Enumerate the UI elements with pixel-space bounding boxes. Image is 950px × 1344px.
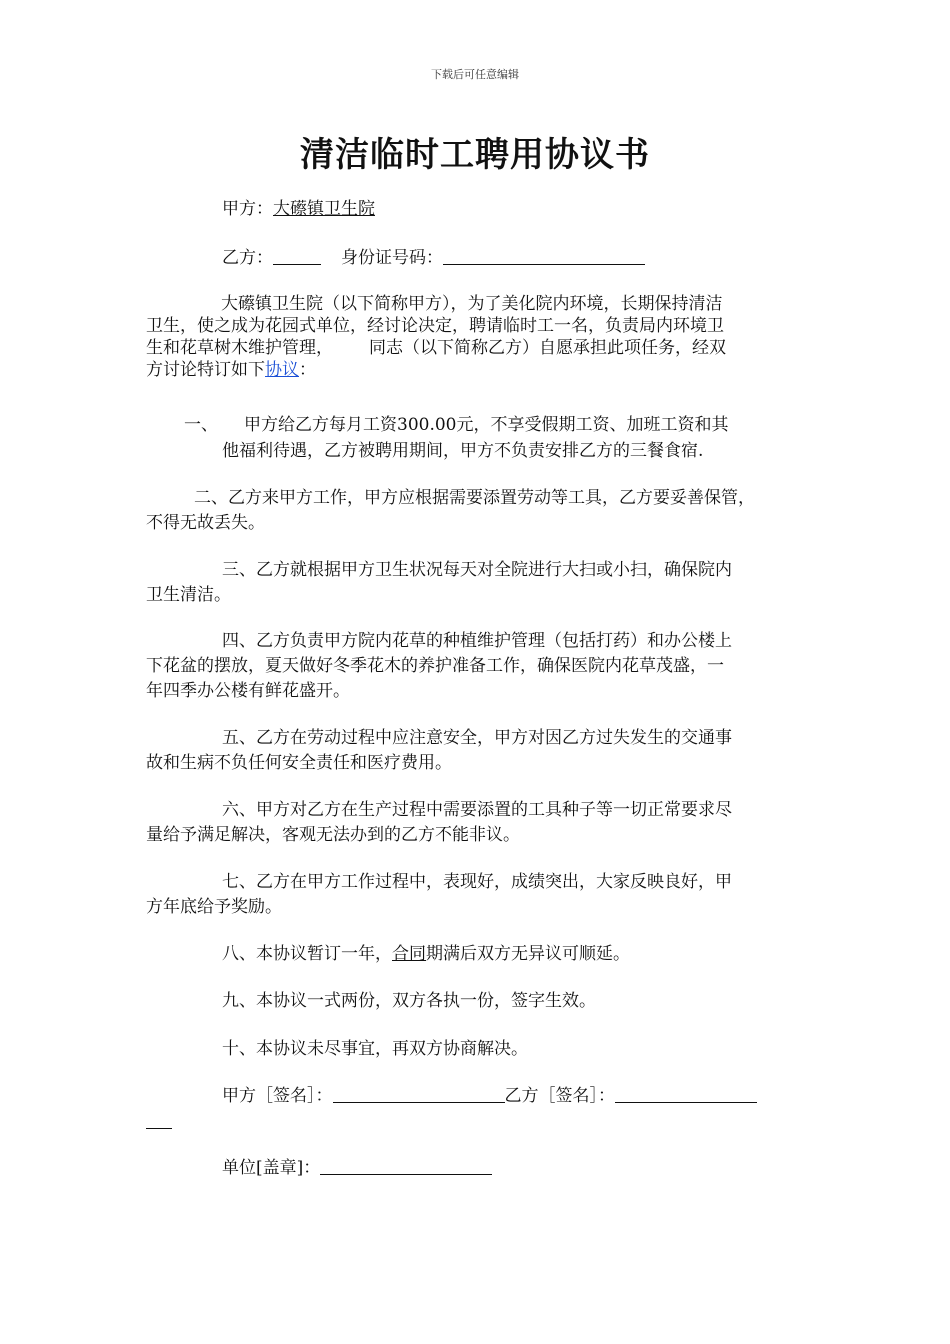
- agreement-link[interactable]: 协议: [265, 360, 299, 380]
- clause-4-line-3: 年四季办公楼有鲜花盛开。: [146, 681, 350, 701]
- intro-line-3b: 同志（以下简称乙方）自愿承担此项任务，经双: [369, 338, 726, 358]
- intro-line-4a: 方讨论特订如下: [146, 360, 265, 380]
- clause-1: [184, 414, 728, 436]
- intro-line-3a: 生和花草树木维护管理，: [146, 338, 333, 358]
- clause-2-line-1: 二、乙方来甲方工作，甲方应根据需要添置劳动等工具，乙方要妥善保管，: [194, 488, 755, 508]
- party-b-name-blank[interactable]: [273, 248, 321, 265]
- party-b-line: [222, 247, 645, 269]
- party-a-signature-label: 甲方［签名］：: [222, 1086, 333, 1106]
- clause-4-line-1: 四、乙方负责甲方院内花草的种植维护管理（包括打药）和办公楼上: [222, 631, 732, 651]
- party-a-label: 甲方：: [222, 199, 273, 219]
- party-b-label: 乙方：: [222, 248, 273, 268]
- id-number-blank[interactable]: [443, 248, 645, 265]
- signature-line: [222, 1085, 757, 1107]
- intro-paragraph: [146, 293, 806, 381]
- clause-6-line-1: 六、甲方对乙方在生产过程中需要添置的工具种子等一切正常要求尽: [222, 800, 732, 820]
- clause-7-line-1: 七、乙方在甲方工作过程中，表现好，成绩突出，大家反映良好，甲: [222, 872, 732, 892]
- seal-blank[interactable]: [320, 1158, 492, 1175]
- party-b-signature-label: 乙方［签名］：: [504, 1086, 615, 1106]
- seal-label: 单位[盖章]：: [222, 1158, 321, 1178]
- clause-8: [222, 943, 630, 965]
- clause-6-line-2: 量给予满足解决，客观无法办到的乙方不能非议。: [146, 825, 520, 845]
- clause-8-part-a: 八、本协议暂订一年，: [222, 944, 392, 964]
- party-a-line: [222, 198, 375, 220]
- intro-line-2: 卫生，使之成为花园式单位，经讨论决定，聘请临时工一名，负责局内环境卫: [146, 316, 724, 336]
- clause-2-line-2: 不得无故丢失。: [146, 513, 265, 533]
- header-note: 下载后可任意编辑: [431, 68, 519, 81]
- clause-3-line-2: 卫生清洁。: [146, 585, 231, 605]
- intro-line-1: 大礤镇卫生院（以下简称甲方），为了美化院内环境，长期保持清洁: [221, 294, 723, 314]
- clause-8-part-b: 期满后双方无异议可顺延。: [426, 944, 630, 964]
- party-b-signature-blank[interactable]: [615, 1086, 757, 1103]
- clause-1-line-1: 甲方给乙方每月工资300.00元，不享受假期工资、加班工资和其: [244, 415, 729, 435]
- clause-1-line-2: 他福利待遇，乙方被聘用期间，甲方不负责安排乙方的三餐食宿.: [222, 441, 704, 461]
- clause-4-line-2: 下花盆的摆放，夏天做好冬季花木的养护准备工作，确保医院内花草茂盛，一: [146, 656, 724, 676]
- clause-3-line-1: 三、乙方就根据甲方卫生状况每天对全院进行大扫或小扫，确保院内: [222, 560, 732, 580]
- seal-line: [222, 1157, 492, 1179]
- clause-5-line-2: 故和生病不负任何安全责任和医疗费用。: [146, 753, 452, 773]
- party-a-signature-blank[interactable]: [333, 1086, 505, 1103]
- contract-term: 合同: [392, 944, 426, 964]
- signature-blank-continuation: [146, 1128, 172, 1129]
- clause-1-number: 一、: [184, 415, 218, 435]
- clause-10: 十、本协议未尽事宜，再双方协商解决。: [222, 1039, 528, 1059]
- intro-line-4b: ：: [299, 360, 316, 380]
- id-number-label: 身份证号码：: [341, 248, 443, 268]
- clause-5-line-1: 五、乙方在劳动过程中应注意安全，甲方对因乙方过失发生的交通事: [222, 728, 732, 748]
- party-a-value: 大礤镇卫生院: [273, 199, 375, 219]
- clause-9: 九、本协议一式两份，双方各执一份，签字生效。: [222, 991, 596, 1011]
- document-title: 清洁临时工聘用协议书: [300, 135, 650, 175]
- clause-7-line-2: 方年底给予奖励。: [146, 897, 282, 917]
